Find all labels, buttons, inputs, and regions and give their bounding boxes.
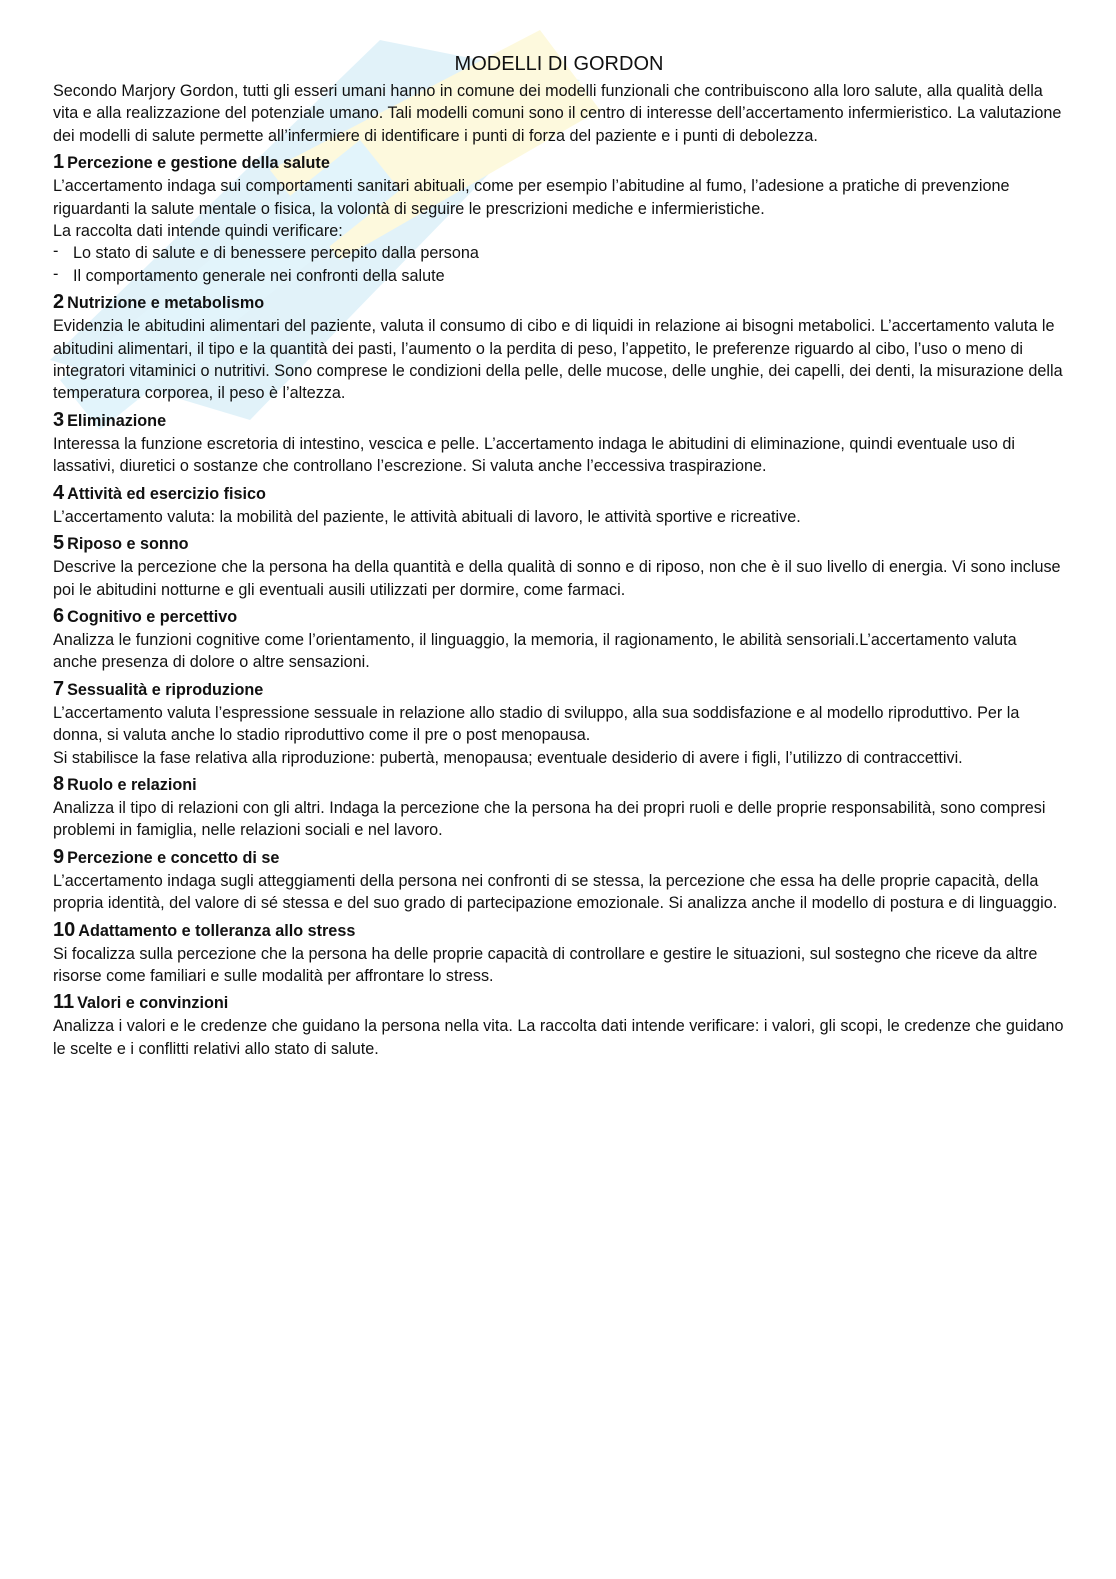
section-title: Nutrizione e metabolismo [67, 294, 265, 313]
section-number: 11 [53, 991, 75, 1014]
section-1 [53, 150, 1065, 287]
section-heading [53, 408, 1065, 433]
document-page [53, 52, 1065, 1060]
section-paragraph: Analizza le funzioni cognitive come l’orientamento, il linguaggio, la memoria, il ragionamento, le abilità sensoriali.L’accertamento valuta anche presenza di dolore o altre sensazioni. [53, 630, 1017, 672]
section-paragraph: L’accertamento valuta: la mobilità del paziente, le attività abituali di lavoro, le attività sportive e ricreative. [53, 507, 801, 526]
section-paragraph: Si focalizza sulla percezione che la persona ha delle proprie capacità di controllare e gestire le situazioni, sul sostegno che riceve da altre risorse come familiari e sulle modalità per affrontare lo stress. [53, 944, 1038, 985]
section-heading [53, 918, 1065, 943]
section-title: Valori e convinzioni [77, 994, 229, 1013]
section-title: Riposo e sonno [67, 535, 189, 554]
section-number: 8 [53, 772, 65, 795]
section-heading [53, 604, 1065, 629]
list-item-text: Il comportamento generale nei confronti della salute [73, 266, 445, 285]
section-title: Percezione e gestione della salute [67, 154, 330, 173]
section-heading [53, 290, 1065, 315]
section-paragraph: Analizza i valori e le credenze che guidano la persona nella vita. La raccolta dati intende verificare: i valori, gli scopi, le credenze che guidano le scelte e i conflitti relativi allo stato di salute. [53, 1017, 1064, 1058]
section-9 [53, 845, 1065, 915]
section-number: 2 [53, 291, 65, 314]
list-item [53, 265, 1065, 287]
section-10 [53, 918, 1065, 988]
section-number: 9 [53, 845, 65, 868]
section-title: Percezione e concetto di se [67, 848, 280, 867]
section-title: Eliminazione [67, 411, 167, 430]
dash-bullet-icon: - [53, 242, 59, 261]
document-title: MODELLI DI GORDON [454, 53, 664, 75]
section-5 [53, 531, 1065, 601]
section-title: Adattamento e tolleranza allo stress [78, 921, 356, 940]
section-paragraph: Interessa la funzione escretoria di intestino, vescica e pelle. L’accertamento indaga le abitudini di eliminazione, quindi eventuale uso di lassativi, diuretici o sostanze che controllano l’escrezione. Si valuta anche l’eccessiva traspirazione. [53, 434, 1015, 476]
section-heading [53, 677, 1065, 702]
section-number: 7 [53, 677, 65, 700]
section-paragraph: Analizza il tipo di relazioni con gli altri. Indaga la percezione che la persona ha dei propri ruoli e delle proprie responsabilità, sono compresi problemi in famiglia, nelle relazioni sociali e nel lavoro. [53, 798, 1046, 840]
section-paragraph: Si stabilisce la fase relativa alla riproduzione: pubertà, menopausa; eventuale desiderio di avere i figli, l’utilizzo di contraccettivi. [53, 748, 963, 767]
section-title: Attività ed esercizio fisico [67, 484, 266, 503]
section-6 [53, 604, 1065, 674]
section-heading [53, 772, 1065, 797]
section-heading [53, 845, 1065, 870]
section-11 [53, 990, 1065, 1060]
section-8 [53, 772, 1065, 842]
section-title: Sessualità e riproduzione [67, 680, 264, 699]
section-number: 4 [53, 481, 65, 504]
section-paragraph: Descrive la percezione che la persona ha della quantità e della qualità di sonno e di riposo, non che è il suo livello di energia. Vi sono incluse poi le abitudini notturne e gli eventuali ausili utilizzati per dormire, come farmaci. [53, 558, 1061, 599]
section-number: 10 [53, 918, 76, 941]
section-title: Cognitivo e percettivo [67, 607, 238, 626]
section-paragraph: La raccolta dati intende quindi verificare: [53, 222, 343, 241]
list-item [53, 242, 1065, 264]
section-heading [53, 990, 1065, 1015]
sections-list [53, 150, 1065, 1060]
section-title: Ruolo e relazioni [67, 775, 197, 794]
section-heading [53, 481, 1065, 506]
section-heading [53, 150, 1065, 175]
section-paragraph: L’accertamento valuta l’espressione sessuale in relazione allo stadio di sviluppo, alla sua soddisfazione e al modello riproduttivo. Per la donna, si valuta anche lo stadio riproduttivo come il pre o post menopausa. [53, 703, 1020, 745]
section-number: 6 [53, 604, 65, 627]
bullet-list [53, 242, 1065, 287]
section-paragraph: Evidenzia le abitudini alimentari del paziente, valuta il consumo di cibo e di liquidi in relazione ai bisogni metabolici. L’accertamento valuta le abitudini alimentari, il tipo e la quantità dei pasti, l’aumento o la perdita di peso, l’appetito, le preferenze riguardo al cibo, l’uso o meno di integratori vitaminici o nutritivi. Sono comprese le condizioni della pelle, delle mucose, delle unghie, dei capelli, dei denti, la misurazione della temperatura corporea, il peso è l’altezza. [53, 317, 1063, 403]
section-paragraph: L’accertamento indaga sui comportamenti sanitari abituali, come per esempio l’abitudine al fumo, l’adesione a pratiche di prevenzione riguardanti la salute mentale o fisica, la volontà di seguire le prescrizioni mediche e infermieristiche. [53, 177, 1010, 218]
section-3 [53, 408, 1065, 478]
section-number: 1 [53, 151, 65, 174]
section-2 [53, 290, 1065, 405]
dash-bullet-icon: - [53, 264, 59, 283]
section-paragraph: L’accertamento indaga sugli atteggiamenti della persona nei confronti di se stessa, la percezione che essa ha delle proprie capacità, della propria identità, del valore di sé stessa e del suo grado di partecipazione emozionale. Si analizza anche il modello di postura e di linguaggio. [53, 871, 1058, 913]
intro-paragraph: Secondo Marjory Gordon, tutti gli esseri umani hanno in comune dei modelli funzionali che contribuiscono alla loro salute, alla qualità della vita e alla realizzazione del potenziale umano. Tali modelli comuni sono il centro di interesse dell’accertamento infermieristico. La valutazione dei modelli di salute permette all’infermiere di identificare i punti di forza del paziente e i punti di debolezza. [53, 82, 1062, 145]
section-number: 3 [53, 408, 65, 431]
section-7 [53, 677, 1065, 769]
section-4 [53, 481, 1065, 528]
section-heading [53, 531, 1065, 556]
section-number: 5 [53, 532, 65, 555]
list-item-text: Lo stato di salute e di benessere percepito dalla persona [73, 244, 479, 263]
